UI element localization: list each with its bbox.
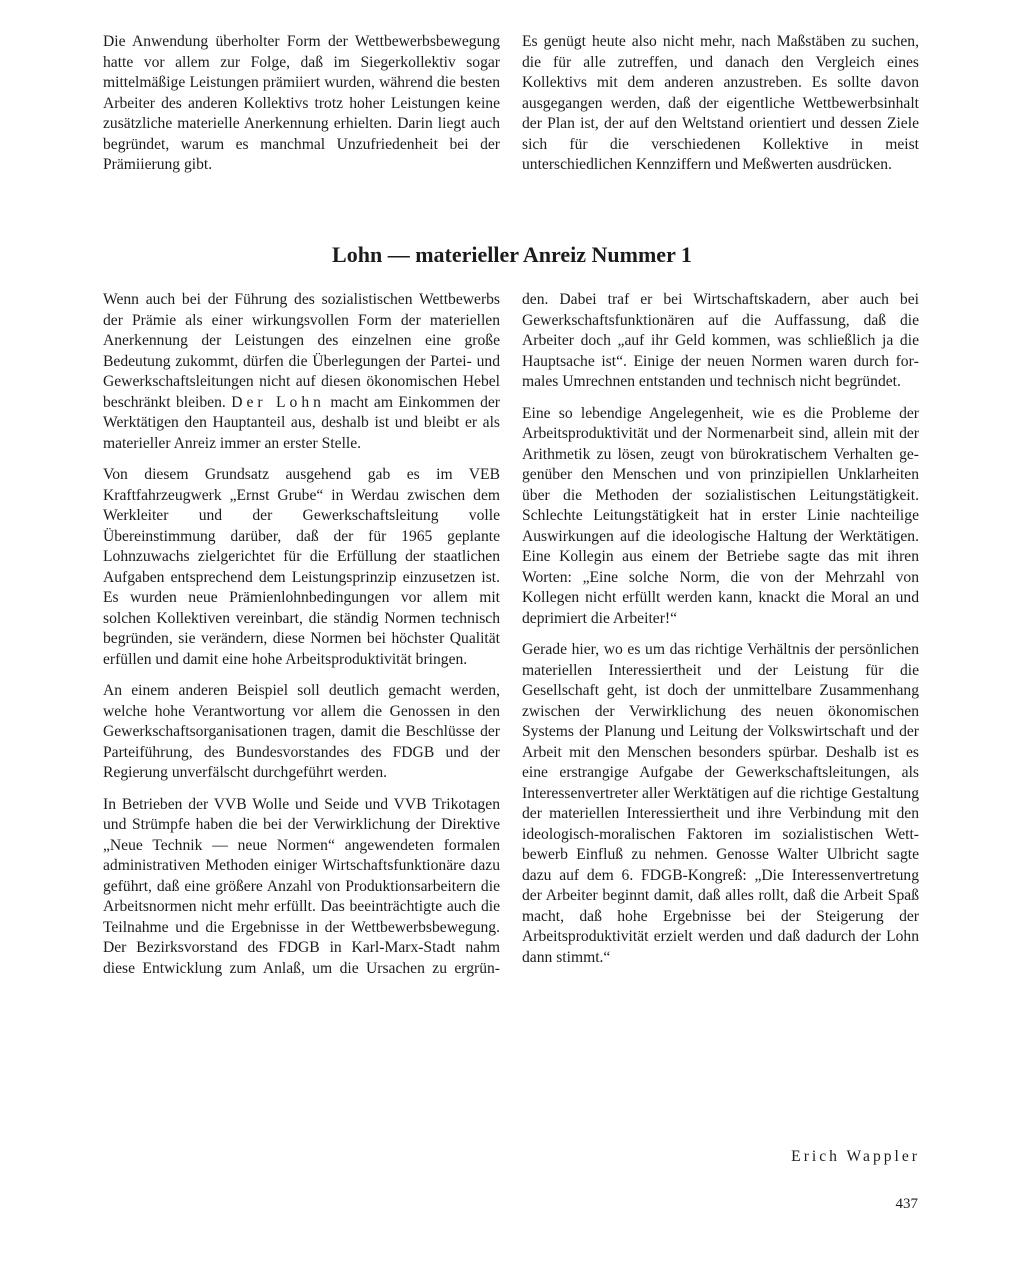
paragraph-1-end: macht am Einkommen der Werktätigen den Hauptanteil aus, deshalb ist und bleibt er als materieller Anreiz immer an erster Stelle. [103,393,500,452]
intro-column-left [103,32,500,176]
paragraph-2: Von diesem Grundsatz ausgehend gab es im VEB Kraftfahrzeugwerk „Ernst Grube“ in Werdau zwischen dem Werkleiter und der Gewerkschaftsleitung volle Übereinstimmung darüber, daß der für 1965 geplante Lohnzuwachs zielgerichtet für die Erfüllung der staatlichen Aufgaben entsprechend dem Leistungsprinzip einzusetzen ist. Es wurden neue Prämienlohnbedingungen vor allem mit solchen Kollektiven vereinbart, die ständig Normen technisch begründen, sie verändern, diese Normen bei höchster Qualität erfüllen und damit eine hohe Arbeitsproduktivität bringen. [103,466,500,668]
page-number: 437 [895,1196,918,1212]
intro-column-right [522,32,919,176]
main-column-right [522,290,919,968]
paragraph-4: In Betrieben der VVB Wolle und Seide und VVB Trikotagen und Strümpfe haben die bei der Verwirklichung der Direktive „Neue Technik — neue Normen“ angewendeten formalen administrativen Methoden einiger Wirtschaftsfunktionäre dazu geführt, daß eine größere Anzahl von Produktionsarbeitern die Arbeitsnormen nicht mehr erfüllt. Das beeinträchtigte auch die Teilnahme und die Ergebnisse in der Wettbewerbsbewegung. Der Bezirksvorstand des FDGB in Karl-Marx-Stadt nahm diese Entwicklung zum Anlaß, um die Ursachen zu ergrün- [103,795,500,977]
author-signature: Erich Wappler [791,1148,920,1165]
section-heading: Lohn — materieller Anreiz Nummer 1 [332,242,692,267]
paragraph-5: Eine so lebendige Angelegenheit, wie es die Probleme der Arbeitsproduktivität und der Normenarbeit sind, allein mit der Arithmetik zu lösen, zeugt von bürokratischem Verhalten gegenüber den Menschen und von prinzipiellen Unklarheiten über die Methoden der sozialistischen Leitungstätigkeit. Schlechte Leitungstätigkeit hat in erster Linie nachteilige Auswirkungen auf die ideologische Haltung der Werktätigen. Eine Kollegin aus einem der Betriebe sagte das mit ihren Worten: „Eine solche Norm, die von der Mehrzahl von Kollegen nicht erfüllt werden kann, knackt die Moral an und deprimiert die Arbeiter!“ [522,404,919,627]
main-column-left [103,290,500,979]
paragraph-1-start: Wenn auch bei der Führung des sozialistischen Wettbewerbs der Prämie als einer wirkungsvollen Form der materiellen Anerkennung der Leistungen des einzelnen eine große Bedeutung zukommt, dürfen die Überlegungen der Partei- und Gewerkschaftsleitungen nicht auf diesen ökonomischen Hebel beschränkt bleiben. [103,291,500,411]
paragraph-6: Gerade hier, wo es um das richtige Verhältnis der persönlichen materiellen Interessiertheit und der Leistung für die Gesellschaft geht, ist doch der unmittelbare Zusammenhang zwischen der Verwirklichung des neuen ökonomischen Systems der Planung und Leitung der Volkswirtschaft und der Arbeit mit den Menschen besonders spürbar. Deshalb ist es eine erstrangige Aufgabe der Gewerkschaftsleitungen, als Interessenvertreter aller Werktätigen auf die richtige Gestaltung der materiellen Interessiertheit und ihre Verbindung mit den ideologisch-moralischen Faktoren im sozialistischen Wettbewerb Einfluß zu nehmen. Genosse Walter Ulbricht sagte dazu auf dem 6. FDGB-Kongreß: „Die Interessenvertretung der Arbeiter beginnt damit, daß alles rollt, daß die Arbeit Spaß macht, daß hohe Ergebnisse bei der Steigerung der Arbeitsproduktivität erzielt werden und daß dadurch der Lohn dann stimmt.“ [522,641,919,966]
paragraph-1 [103,290,500,454]
intro-paragraph-left: Die Anwendung überholter Form der Wettbewerbsbewegung hatte vor allem zur Folge, daß im Siegerkollektiv sogar mittelmäßige Leistungen prämiiert wurden, während die besten Arbeiter des anderen Kollektivs trotz hoher Leistungen keine zusätzliche materielle Anerkennung erhielten. Darin liegt auch begründet, warum es manchmal Unzufriedenheit bei der Prämiierung gibt. [103,33,500,173]
paragraph-4-continued: den. Dabei traf er bei Wirtschaftskadern, aber auch bei Gewerkschaftsfunktionären auf die Auffassung, daß die Arbeiter doch „auf ihr Geld kommen, was schließlich ja die Hauptsache ist“. Einige der neuen Normen waren durch formales Umrechnen entstanden und technisch nicht begründet. [522,291,919,390]
paragraph-3: An einem anderen Beispiel soll deutlich gemacht werden, welche hohe Verantwortung vor allem die Genossen in den Gewerkschaftsorganisationen tragen, damit die Beschlüsse der Parteiführung, des Bundesvorstandes des FDGB und der Regierung unverfälscht durchgeführt werden. [103,682,500,781]
intro-paragraph-right: Es genügt heute also nicht mehr, nach Maßstäben zu suchen, die für alle zutreffen, und danach den Vergleich eines Kollektivs mit dem anderen anzustreben. Es sollte davon ausgegangen werden, daß der eigentliche Wettbewerbsinhalt der Plan ist, der auf den Weltstand orientiert und dessen Ziele sich für die verschiedenen Kollektive in meist unterschiedlichen Kennziffern und Meßwerten ausdrücken. [522,33,919,173]
emphasized-lohn: Der Lohn [231,393,325,411]
